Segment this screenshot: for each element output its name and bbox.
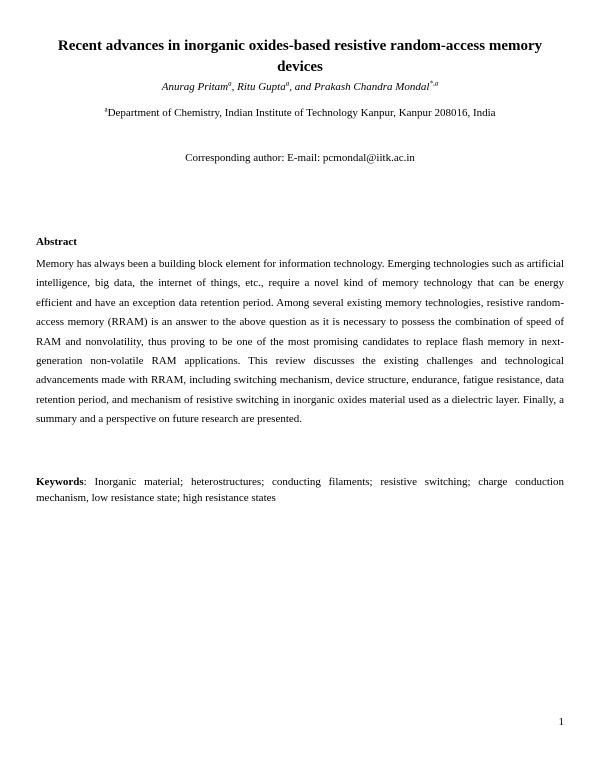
author-separator: , bbox=[231, 81, 238, 93]
author-list bbox=[40, 80, 560, 94]
author-name: Prakash Chandra Mondal bbox=[313, 81, 430, 93]
author-affiliation-mark: a bbox=[285, 79, 290, 88]
author-affiliation-mark: a bbox=[228, 79, 232, 88]
author-affiliation-mark: *,a bbox=[429, 79, 439, 88]
author-name: Ritu Gupta bbox=[237, 81, 286, 93]
corresponding-author: Corresponding author: E-mail: pcmondal@iitk.ac.in bbox=[185, 152, 415, 164]
author-separator: , and bbox=[289, 81, 314, 93]
abstract-heading: Abstract bbox=[36, 236, 77, 248]
keywords-section bbox=[36, 474, 564, 506]
author-name: Anurag Pritam bbox=[161, 81, 229, 93]
keywords-label: Keywords bbox=[36, 476, 84, 488]
affiliation bbox=[40, 106, 560, 120]
abstract-text: Memory has always been a building block element for information technology. Emerging technologies such as artificial intelligence, big data, the internet of things, etc., require a novel kind of memory technology that can be energy efficient and have an exception data retention period. Among several existing memory technologies, resistive random-access memory (RRAM) is an answer to the above question as it is necessary to possess the combination of speed of RAM and nonvolatility, thus proving to be one of the most promising candidates to replace flash memory in next-generation non-volatile RAM applications. This review discusses the existing challenges and technological advancements made with RRAM, including switching mechanism, device structure, endurance, fatigue resistance, data retention period, and mechanism of resistive switching in inorganic oxides material used as a dielectric layer. Finally, a summary and a perspective on future research are presented. bbox=[36, 258, 564, 426]
page-number: 1 bbox=[558, 716, 564, 728]
paper-title: Recent advances in inorganic oxides-based resistive random-access memory devices bbox=[57, 38, 543, 75]
affiliation-mark: a bbox=[104, 105, 108, 114]
keywords-text: : Inorganic material; heterostructures; conducting filaments; resistive switching; charge conduction mechanism, low resistance state; high resistance states bbox=[36, 476, 564, 504]
affiliation-text: Department of Chemistry, Indian Institute of Technology Kanpur, Kanpur 208016, India bbox=[107, 107, 496, 119]
